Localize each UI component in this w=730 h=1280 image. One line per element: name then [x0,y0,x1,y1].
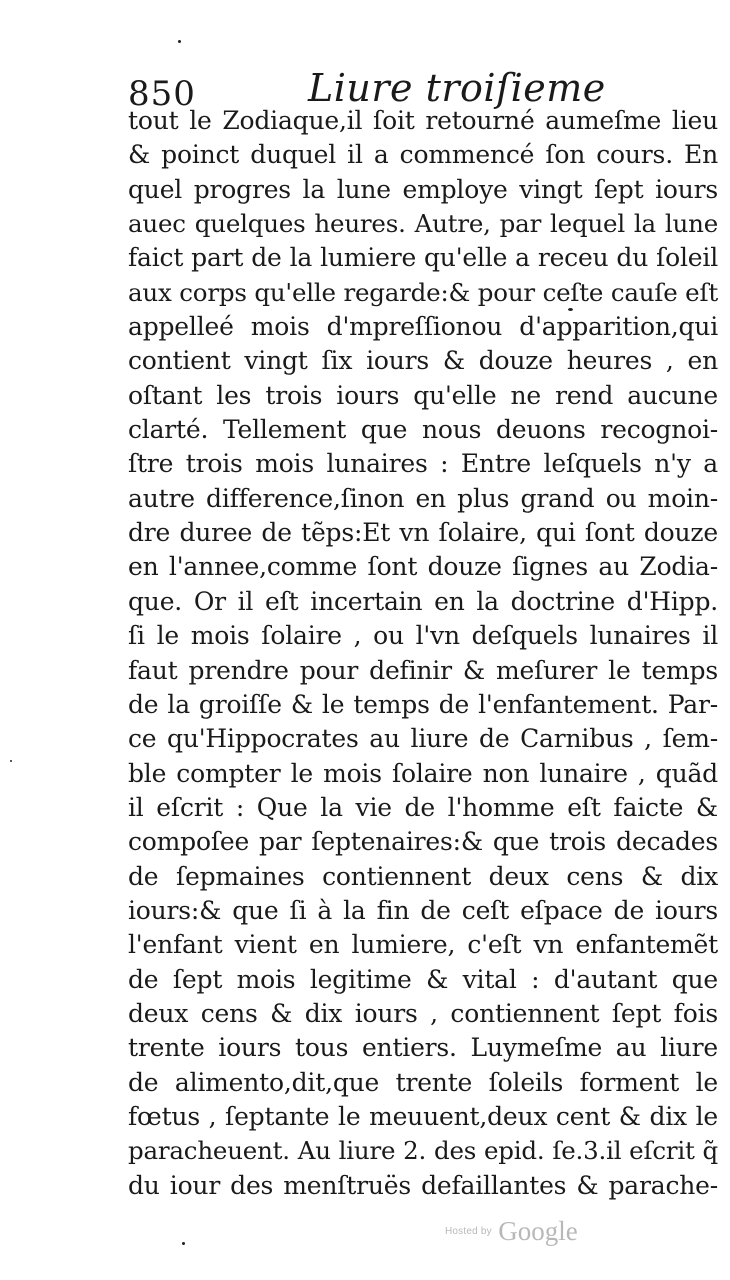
text-line: iours:& que ſi à la fin de ceſt eſpace de iours [128,895,718,925]
text-line: trente iours tous entiers. Luymeſme au liure [128,1033,718,1063]
text-line: faict part de la lumiere qu'elle a receu du ſoleil [128,243,718,273]
body-text [128,104,718,1203]
text-line: de ſepmaines contiennent deux cens & dix [128,861,718,891]
watermark-google-logo: Google [498,1216,578,1246]
watermark-hosted-by: Hosted by [445,1226,492,1237]
text-line: auec quelques heures. Autre, par lequel la lune [128,209,718,239]
text-line: que. Or il eſt incertain en la doctrine d'Hipp. [128,586,718,616]
text-line: faut prendre pour definir & meſurer le temps [128,655,718,685]
text-line: fœtus , ſeptante le meuuent,deux cent & dix le [128,1101,718,1131]
text-line: il eſcrit : Que la vie de l'homme eſt faicte & [128,792,718,822]
text-line: ce qu'Hippocrates au liure de Carnibus , ſem- [128,724,718,754]
text-line: ſi le mois ſolaire , ou l'vn deſquels lunaires il [128,621,718,651]
text-line: l'enfant vient en lumiere, c'eſt vn enfantemẽt [128,930,718,960]
text-line: en l'annee,comme ſont douze ſignes au Zodia- [128,552,718,582]
ink-speck [178,40,181,43]
google-watermark [445,1216,578,1256]
text-line: oſtant les trois iours qu'elle ne rend aucune [128,380,718,410]
text-line: appelleé mois d'mpreſſionou d'apparition,qui [128,312,718,342]
text-line: aux corps qu'elle regarde:& pour ceſte cauſe eſt [128,277,718,307]
text-line: deux cens & dix iours , contiennent ſept fois [128,998,718,1028]
text-line: paracheuent. Au liure 2. des epid. ſe.3.il eſcrit q̃ [128,1136,718,1166]
text-line: compoſee par ſeptenaires:& que trois decades [128,827,718,857]
text-line: quel progres la lune employe vingt ſept iours [128,174,718,204]
text-line: de alimento,dit,que trente ſoleils forment le [128,1067,718,1097]
text-line: clarté. Tellement que nous deuons recognoi- [128,415,718,445]
text-line: autre difference,ſinon en plus grand ou moin- [128,483,718,513]
running-title: Liure troiſieme [308,66,606,110]
text-line: dre duree de tẽps:Et vn ſolaire, qui ſont douze [128,518,718,548]
text-line: & poinct duquel il a commencé ſon cours. En [128,140,718,170]
text-line: de la groiſſe & le temps de l'enfantement. Par- [128,689,718,719]
text-line: contient vingt ſix iours & douze heures , en [128,346,718,376]
ink-speck [10,760,12,762]
text-line: ble compter le mois ſolaire non lunaire , quãd [128,758,718,788]
text-line: du iour des menſtruës defaillantes & parache- [128,1170,718,1200]
text-line: ſtre trois mois lunaires : Entre leſquels n'y a [128,449,718,479]
ink-speck [182,1242,185,1245]
page-number: 850 [128,74,196,114]
text-line: tout le Zodiaque,il ſoit retourné aumeſme lieu [128,106,718,135]
text-line: de ſept mois legitime & vital : d'autant que [128,964,718,994]
